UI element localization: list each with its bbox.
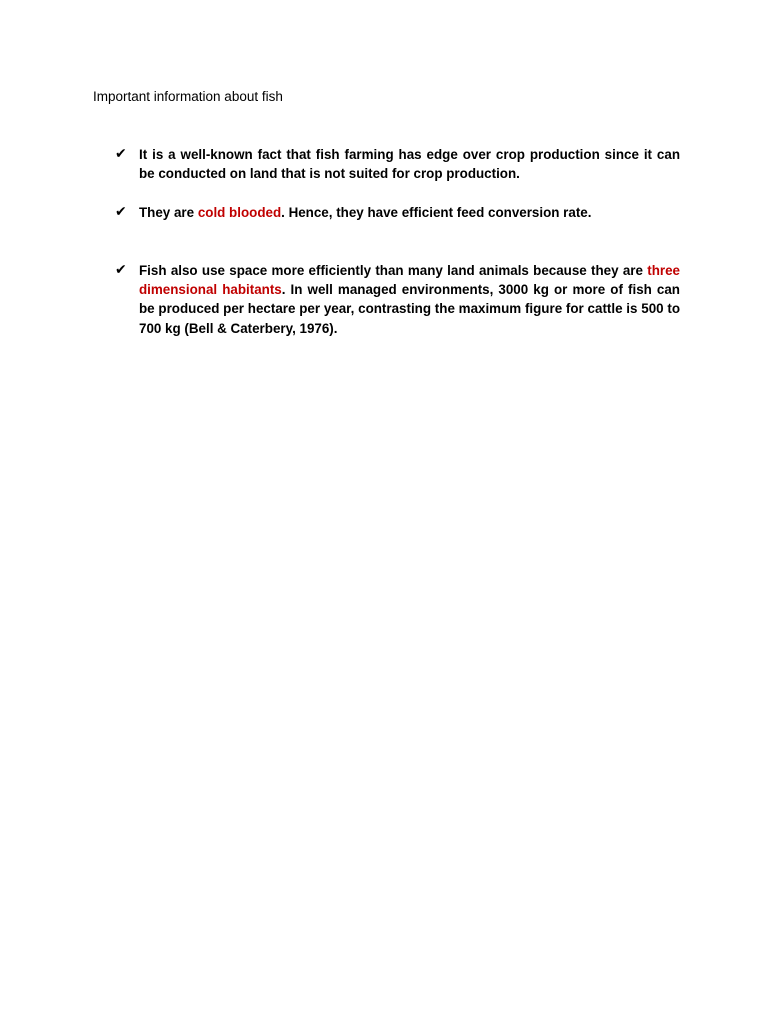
document-title: Important information about fish [93,89,283,104]
bullet-text [139,145,680,183]
checkmark-icon: ✔ [115,146,127,162]
highlighted-term: three dimensional habitants [139,263,680,298]
bullet-item-fish-farming [115,145,680,183]
bullet-text-body: It is a well-known fact that fish farming has edge over crop production since it can be conducted on land that is not suited for crop production. [139,147,680,182]
bullet-text [139,261,680,338]
bullet-text-after: . In well managed environments, 3000 kg or more of fish can be produced per hectare per year, contrasting the maximum figure for cattle is 500 to 700 kg (Bell & Caterbery, 1976). [139,282,680,336]
bullet-item-cold-blooded [115,203,680,222]
checkmark-icon: ✔ [115,262,127,278]
bullet-text-before: They are [139,205,198,220]
highlighted-term: cold blooded [197,205,282,220]
bullet-text [139,203,680,222]
checkmark-icon: ✔ [115,204,127,220]
bullet-item-space-efficiency [115,261,680,338]
bullet-text-after: . Hence, they have efficient feed conversion rate. [281,205,592,220]
bullet-text-before: Fish also use space more efficiently than many land animals because they are [139,263,648,278]
